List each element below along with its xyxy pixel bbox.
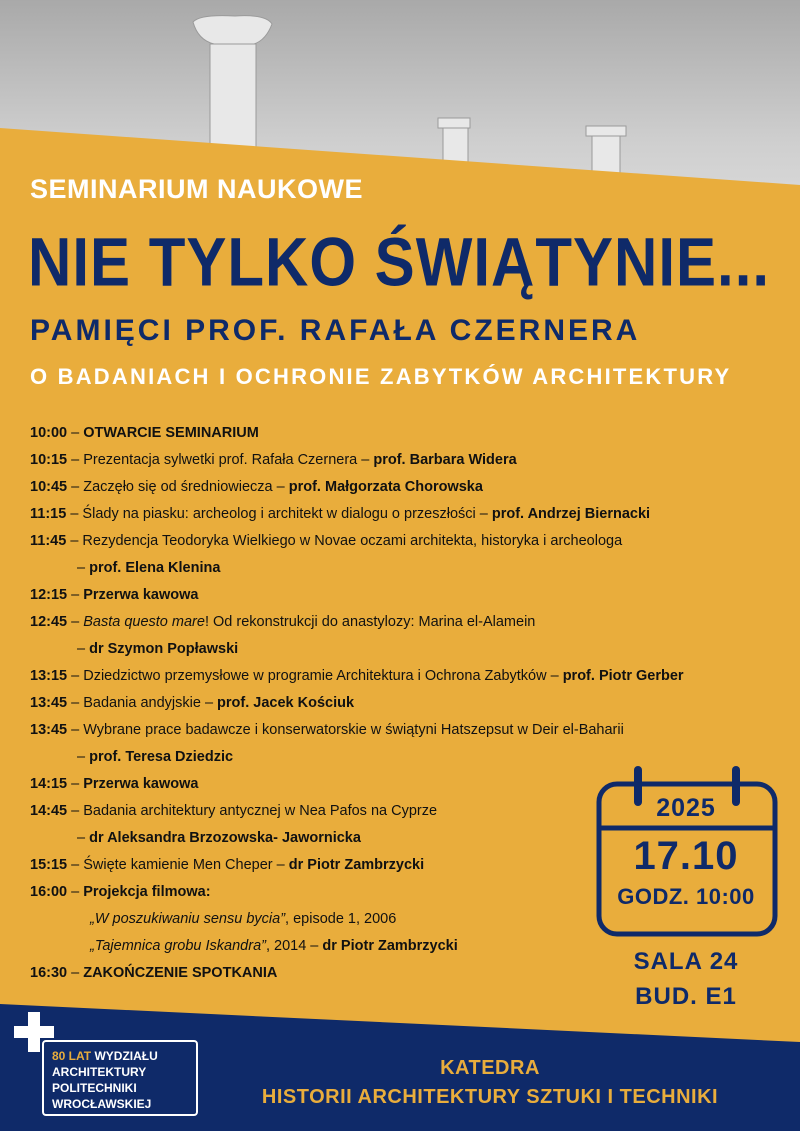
schedule-item-speaker: – dr Szymon Popławski	[77, 641, 239, 657]
event-title: NIE TYLKO ŚWIĄTYNIE...	[28, 223, 771, 301]
event-room: SALA 24	[633, 948, 739, 975]
event-location	[596, 944, 776, 1014]
schedule-item: 10:00 – OTWARCIE SEMINARIUM	[30, 425, 259, 441]
film-item: „W poszukiwaniu sensu bycia”, episode 1, 2006	[90, 911, 397, 927]
schedule-item: 10:45 – Zaczęło się od średniowiecza – prof. Małgorzata Chorowska	[30, 479, 483, 495]
schedule-item-speaker: – prof. Teresa Dziedzic	[77, 749, 234, 765]
event-date: 17.10	[633, 834, 739, 878]
faculty-logo: 80 LAT WYDZIAŁU ARCHITEKTURY POLITECHNIKI WROCŁAWSKIEJ	[42, 1040, 198, 1116]
schedule-item: 14:45 – Badania architektury antycznej w Nea Pafos na Cyprze	[30, 803, 438, 819]
event-year: 2025	[656, 794, 716, 822]
schedule-item: 16:00 – Projekcja filmowa:	[30, 884, 211, 900]
schedule-item: 11:15 – Ślady na piasku: archeolog i architekt w dialogu o przeszłości – prof. Andrzej Biernacki	[30, 506, 651, 522]
schedule-item-speaker: – prof. Elena Klenina	[77, 560, 221, 576]
schedule-item: 13:45 – Wybrane prace badawcze i konserwatorskie w świątyni Hatszepsut w Deir el-Baharii	[30, 722, 624, 738]
event-time: GODZ. 10:00	[617, 884, 755, 909]
schedule-item: 15:15 – Święte kamienie Men Cheper – dr Piotr Zambrzycki	[30, 857, 425, 873]
film-item: „Tajemnica grobu Iskandra”, 2014 – dr Piotr Zambrzycki	[90, 938, 458, 954]
schedule-item: 12:45 – Basta questo mare! Od rekonstrukcji do anastylozy: Marina el-Alamein	[30, 614, 536, 630]
schedule-item: 12:15 – Przerwa kawowa	[30, 587, 199, 603]
event-tagline: O BADANIACH I OCHRONIE ZABYTKÓW ARCHITEKTURY	[30, 364, 732, 389]
schedule-item: 13:45 – Badania andyjskie – prof. Jacek Kościuk	[30, 695, 355, 711]
schedule-item-speaker: – dr Aleksandra Brzozowska- Jawornicka	[77, 830, 361, 846]
organizer-department: KATEDRA HISTORII ARCHITEKTURY SZTUKI I TECHNIKI	[261, 1057, 719, 1108]
schedule-item: 16:30 – ZAKOŃCZENIE SPOTKANIA	[30, 965, 278, 981]
event-subtitle: PAMIĘCI PROF. RAFAŁA CZERNERA	[30, 314, 641, 347]
schedule-item: 11:45 – Rezydencja Teodoryka Wielkiego w Novae oczami architekta, historyka i archeologa	[30, 533, 623, 549]
event-building: BUD. E1	[635, 983, 737, 1010]
schedule-item: 14:15 – Przerwa kawowa	[30, 776, 199, 792]
schedule-item: 13:15 – Dziedzictwo przemysłowe w programie Architektura i Ochrona Zabytków – prof. Piotr Gerber	[30, 668, 684, 684]
schedule-item: 10:15 – Prezentacja sylwetki prof. Rafała Czernera – prof. Barbara Widera	[30, 452, 517, 468]
event-kicker: SEMINARIUM NAUKOWE	[30, 174, 363, 204]
